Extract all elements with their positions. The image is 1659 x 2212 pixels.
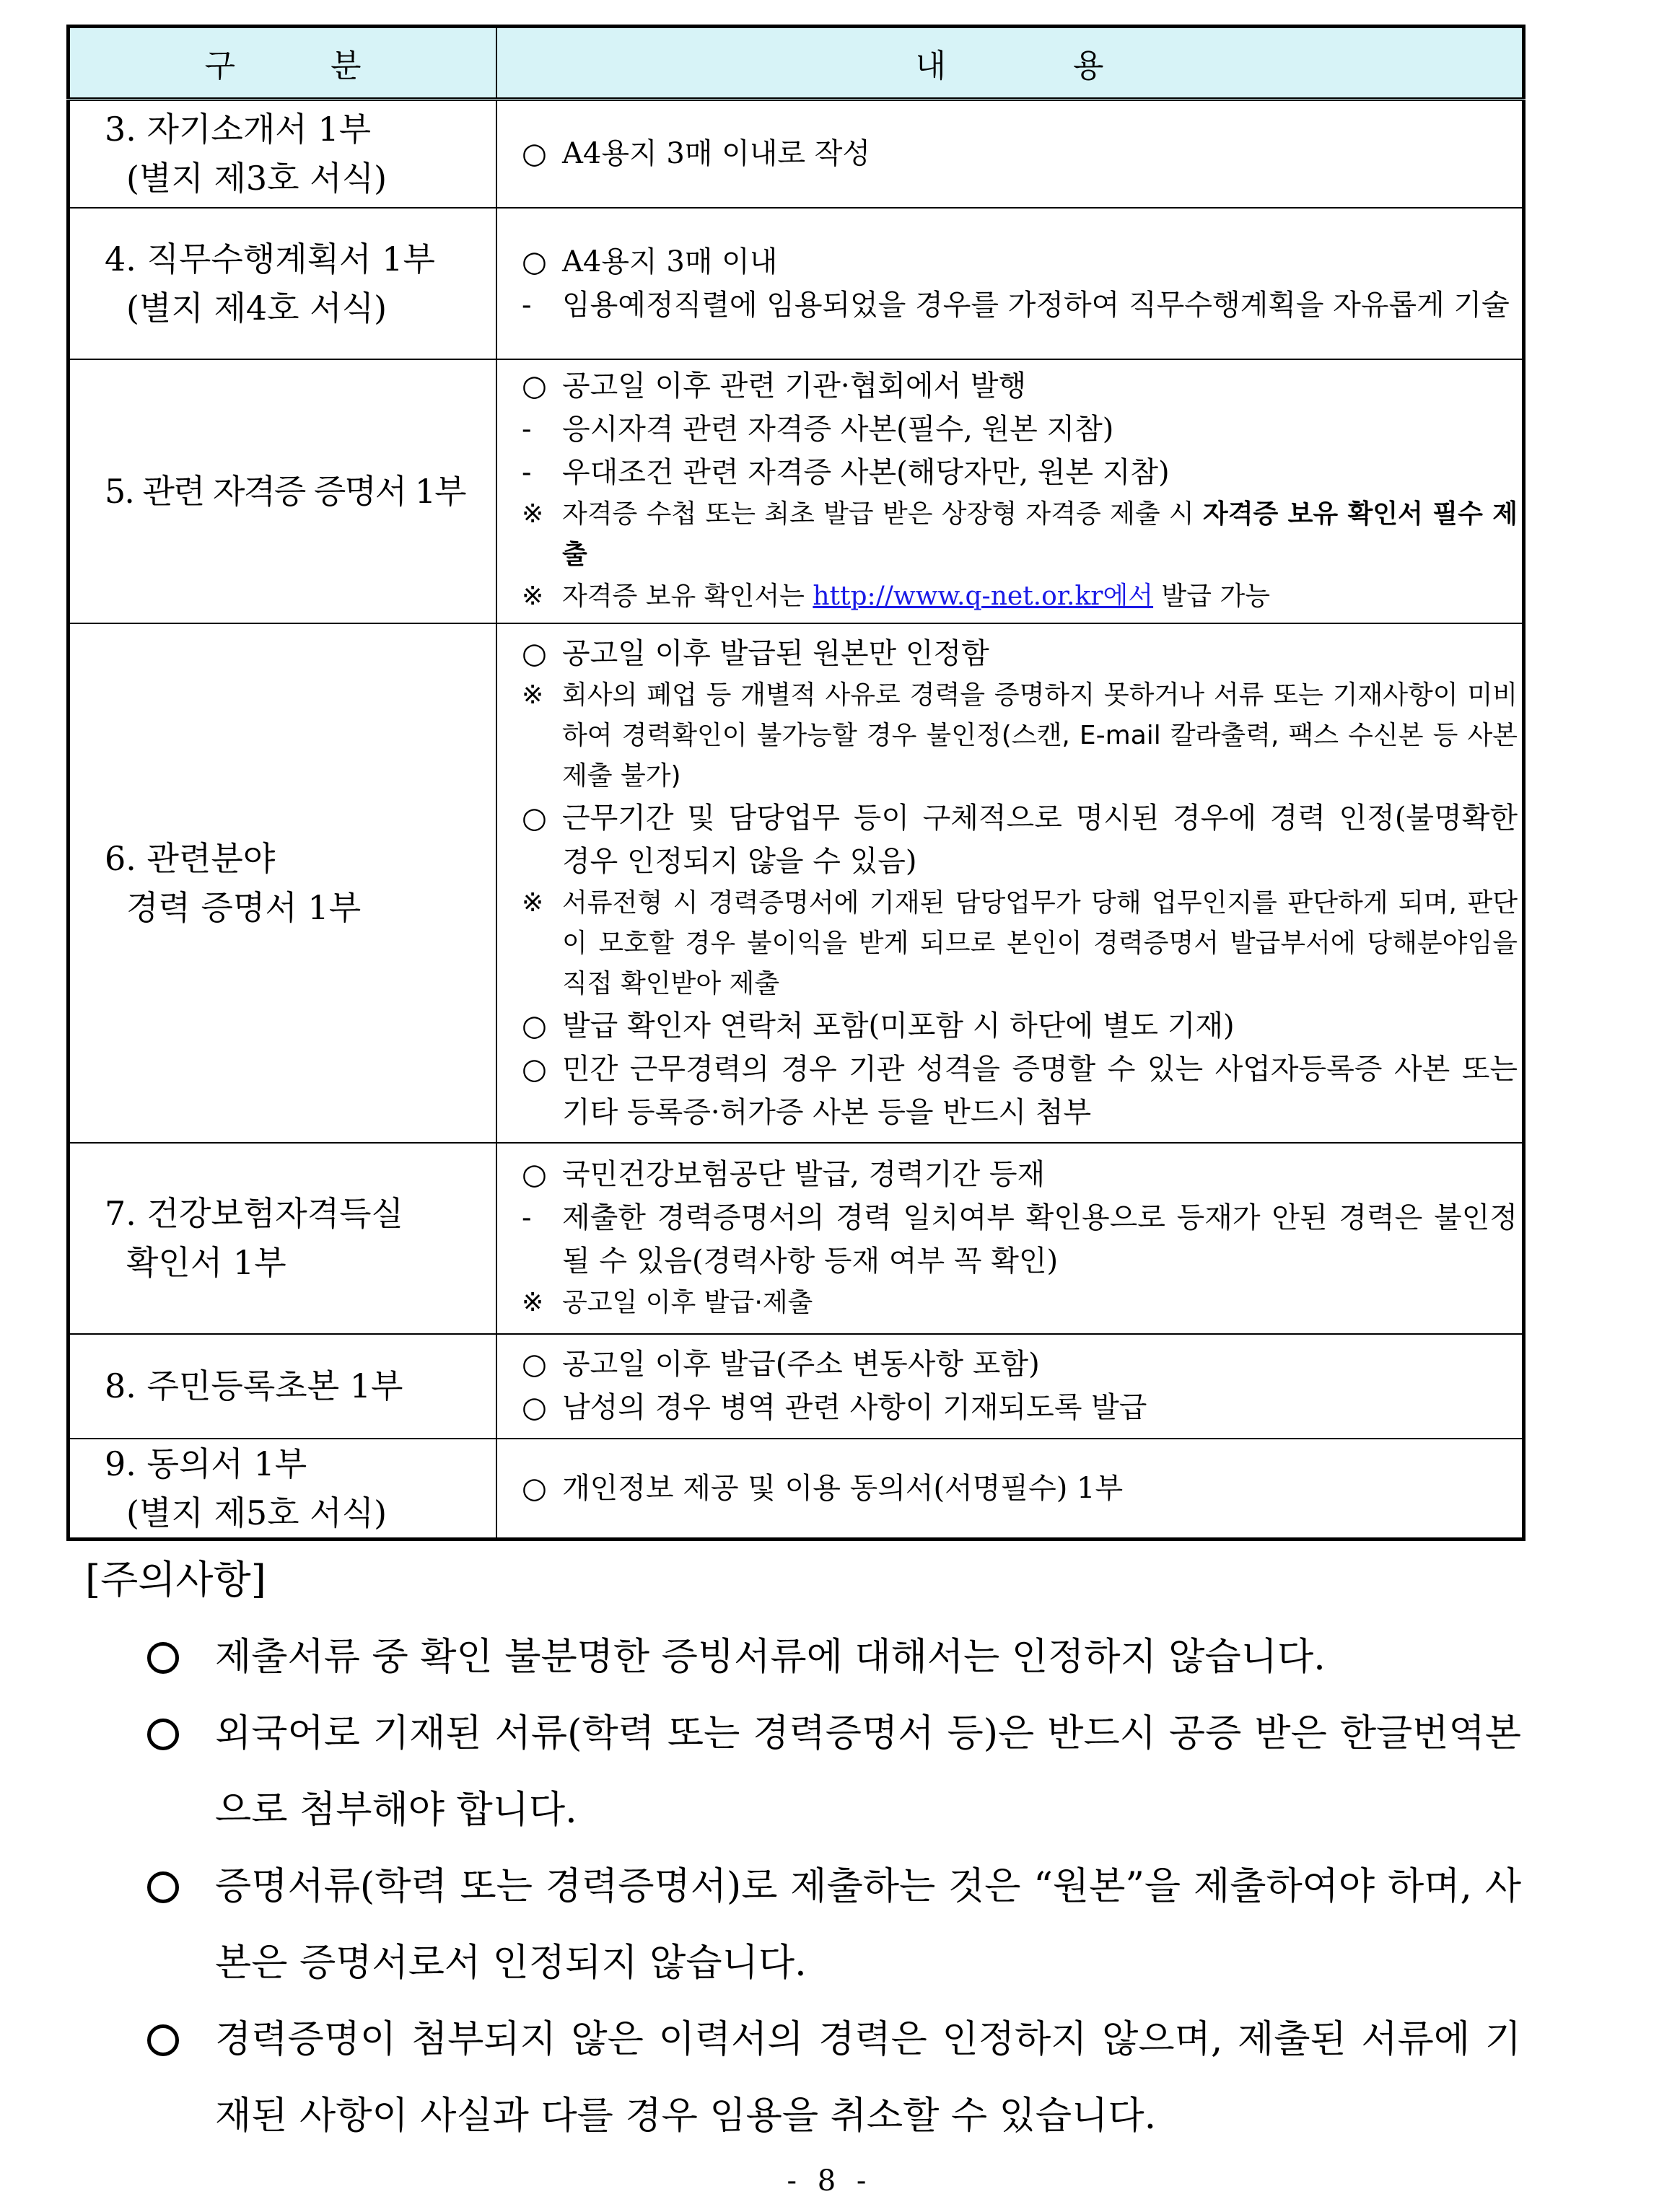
table-row — [69, 623, 1524, 1143]
list-item: ○ 공고일 이후 발급된 원본만 인정함 — [522, 636, 989, 670]
category-line: (별지 제5호 서식) — [126, 1493, 388, 1532]
note-item: 경력증명이 첨부되지 않은 이력서의 경력은 인정하지 않으며, 제출된 서류에 기재된 사항이 사실과 다를 경우 임용을 취소할 수 있습니다. — [85, 2001, 1521, 2154]
row-category — [69, 359, 497, 623]
list-item: ※ 서류전형 시 경력증명서에 기재된 담당업무가 당해 업무인지를 판단하게 되며, 판단이 모호할 경우 불이익을 받게 되므로 본인이 경력증명서 발급부서에 당해분야임을 직접 확인받아 제출 — [522, 887, 1518, 999]
table-row — [69, 359, 1524, 623]
circle-bullet-icon — [147, 1642, 179, 1674]
list-item: ○ 남성의 경우 병역 관련 사항이 기재되도록 발급 — [522, 1391, 1147, 1424]
list-item: ○ 공고일 이후 발급(주소 변동사항 포함) — [522, 1348, 1040, 1381]
row-content — [496, 623, 1524, 1143]
list-item: - 우대조건 관련 자격증 사본(해당자만, 원본 지참) — [522, 455, 1170, 489]
list-item: ○ 개인정보 제공 및 이용 동의서(서명필수) 1부 — [522, 1471, 1124, 1505]
note-item: 증명서류(학력 또는 경력증명서)로 제출하는 것은 “원본”을 제출하여야 하며, 사본은 증명서로서 인정되지 않습니다. — [85, 1848, 1521, 2001]
row-content — [496, 208, 1524, 359]
note-item: 제출서류 중 확인 불분명한 증빙서류에 대해서는 인정하지 않습니다. — [85, 1619, 1521, 1695]
category-line: 9. 동의서 1부 — [105, 1444, 307, 1483]
table-row — [69, 1439, 1524, 1540]
circle-bullet-icon — [147, 2024, 179, 2056]
list-item: ※ 자격증 보유 확인서는 http://www.q-net.or.kr에서 발급 가능 — [522, 581, 1271, 611]
list-item: ○ A4용지 3매 이내 — [522, 245, 778, 278]
list-item: ※ 회사의 폐업 등 개별적 사유로 경력을 증명하지 못하거나 서류 또는 기재사항이 미비하여 경력확인이 불가능할 경우 불인정(스캔, E-mail 칼라출력, 팩스 수신본 등 사본제출 불가) — [522, 680, 1518, 791]
qnet-link[interactable]: http://www.q-net.or.kr에서 — [813, 581, 1154, 611]
table-row — [69, 100, 1524, 208]
category-line: 경력 증명서 1부 — [126, 887, 362, 927]
row-category — [69, 623, 497, 1143]
list-item: ○ A4용지 3매 이내로 작성 — [522, 137, 871, 171]
row-category — [69, 1334, 497, 1439]
circle-bullet-icon — [147, 1871, 179, 1903]
table-row — [69, 208, 1524, 359]
row-category — [69, 1439, 497, 1540]
category-line: 4. 직무수행계획서 1부 — [105, 239, 435, 278]
category-line: 확인서 1부 — [126, 1243, 286, 1282]
notes-section — [85, 1551, 1521, 2154]
row-content — [496, 1439, 1524, 1540]
note-item: 외국어로 기재된 서류(학력 또는 경력증명서 등)은 반드시 공증 받은 한글번역본으로 첨부해야 합니다. — [85, 1695, 1521, 1848]
row-category — [69, 100, 497, 208]
list-item: ※ 자격증 수첩 또는 최초 발급 받은 상장형 자격증 제출 시 자격증 보유 확인서 필수 제출 — [522, 499, 1518, 569]
table-header-row — [69, 27, 1524, 100]
category-line: 7. 건강보험자격득실 — [105, 1194, 403, 1233]
list-item: ○ 공고일 이후 관련 기관·협회에서 발행 — [522, 369, 1027, 403]
list-item: - 제출한 경력증명서의 경력 일치여부 확인용으로 등재가 안된 경력은 불인정 될 수 있음(경력사항 등재 여부 꼭 확인) — [522, 1201, 1518, 1278]
list-item: ○ 근무기간 및 담당업무 등이 구체적으로 명시된 경우에 경력 인정(불명확한 경우 인정되지 않을 수 있음) — [522, 801, 1518, 878]
header-content: 내 용 — [496, 27, 1524, 100]
category-line: (별지 제3호 서식) — [126, 159, 388, 198]
list-item: ○ 민간 근무경력의 경우 기관 성격을 증명할 수 있는 사업자등록증 사본 또는 기타 등록증·허가증 사본 등을 반드시 첨부 — [522, 1052, 1518, 1129]
row-content — [496, 359, 1524, 623]
category-line: (별지 제4호 서식) — [126, 288, 388, 328]
row-category — [69, 1143, 497, 1334]
page-number: - 8 - — [787, 2164, 872, 2198]
list-item: ○ 국민건강보험공단 발급, 경력기간 등재 — [522, 1158, 1046, 1191]
category-line: 3. 자기소개서 1부 — [105, 110, 372, 149]
header-category: 구 분 — [69, 27, 497, 100]
category-line: 6. 관련분야 — [105, 838, 276, 878]
list-item: ※ 공고일 이후 발급·제출 — [522, 1288, 813, 1317]
row-content — [496, 100, 1524, 208]
list-item: - 임용예정직렬에 임용되었을 경우를 가정하여 직무수행계획을 자유롭게 기술 — [522, 288, 1510, 322]
category-line: 8. 주민등록초본 1부 — [105, 1366, 403, 1405]
list-item: ○ 발급 확인자 연락처 포함(미포함 시 하단에 별도 기재) — [522, 1009, 1235, 1043]
requirements-table — [66, 25, 1526, 1541]
notes-title: [주의사항] — [85, 1557, 266, 1602]
row-category — [69, 208, 497, 359]
table-row — [69, 1334, 1524, 1439]
list-item: - 응시자격 관련 자격증 사본(필수, 원본 지참) — [522, 412, 1114, 446]
row-content — [496, 1334, 1524, 1439]
circle-bullet-icon — [147, 1719, 179, 1750]
category-line: 5. 관련 자격증 증명서 1부 — [105, 471, 465, 511]
row-content — [496, 1143, 1524, 1334]
table-row — [69, 1143, 1524, 1334]
